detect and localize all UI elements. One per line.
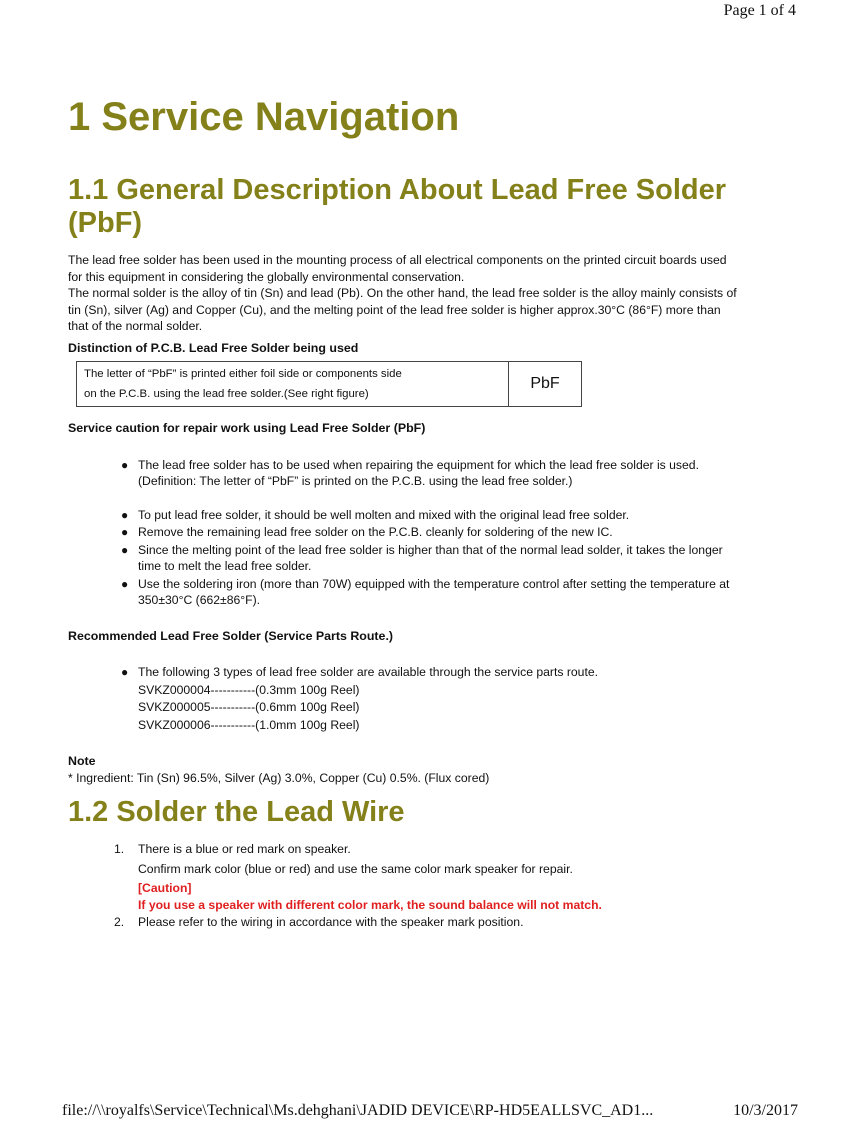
print-date: 10/3/2017 bbox=[733, 1102, 798, 1119]
caution-label: [Caution] bbox=[138, 881, 192, 895]
distinction-line: on the P.C.B. using the lead free solder.(See right figure) bbox=[84, 388, 369, 400]
intro-line: tin (Sn), silver (Ag) and Copper (Cu), and the melting point of the lead free solder is higher approx.30°C (86°F) more than bbox=[68, 302, 721, 317]
list-item-line: (Definition: The letter of “PbF” is printed on the P.C.B. using the lead free solder.) bbox=[138, 474, 573, 488]
list-item-line: 350±30°C (662±86°F). bbox=[138, 593, 261, 607]
step-line: Confirm mark color (blue or red) and use the same color mark speaker for repair. bbox=[138, 861, 573, 876]
distinction-line: The letter of “PbF” is printed either foil side or components side bbox=[84, 368, 402, 380]
intro-line: for this equipment in considering the globally environmental conservation. bbox=[68, 269, 465, 284]
bullet-icon: ● bbox=[121, 457, 129, 472]
part-number: SVKZ000006-----------(1.0mm 100g Reel) bbox=[138, 717, 360, 732]
solder-steps bbox=[68, 841, 788, 931]
list-item-line: time to melt the lead free solder. bbox=[138, 559, 312, 573]
page-title: 1 Service Navigation bbox=[68, 95, 460, 139]
note-heading: Note bbox=[68, 754, 96, 768]
step-line: There is a blue or red mark on speaker. bbox=[138, 842, 351, 856]
recommended-list bbox=[68, 664, 788, 733]
section-1-1-heading-line1: 1.1 General Description About Lead Free Solder bbox=[68, 174, 727, 206]
list-item-line: Remove the remaining lead free solder on the P.C.B. cleanly for soldering of the new IC. bbox=[138, 525, 613, 539]
bullet-icon: ● bbox=[121, 576, 129, 591]
intro-line: The lead free solder has been used in the mounting process of all electrical components on the printed circuit boards used bbox=[68, 253, 727, 267]
list-item bbox=[68, 914, 788, 931]
intro-line: that of the normal solder. bbox=[68, 319, 203, 333]
list-item bbox=[68, 507, 788, 524]
bullet-icon: ● bbox=[121, 542, 129, 557]
section-1-2-heading: 1.2 Solder the Lead Wire bbox=[68, 796, 405, 828]
distinction-heading: Distinction of P.C.B. Lead Free Solder being used bbox=[68, 340, 359, 355]
step-number: 2. bbox=[114, 915, 125, 929]
intro-line: The normal solder is the alloy of tin (Sn) and lead (Pb). On the other hand, the lead free solder is the alloy mainly consists of bbox=[68, 286, 737, 300]
list-item-line: The lead free solder has to be used when repairing the equipment for which the lead free solder is used. bbox=[138, 457, 699, 472]
distinction-table bbox=[76, 361, 582, 407]
caution-heading: Service caution for repair work using Lead Free Solder (PbF) bbox=[68, 421, 426, 435]
intro-paragraph bbox=[68, 252, 788, 335]
caution-list bbox=[68, 457, 788, 609]
bullet-icon: ● bbox=[121, 507, 129, 522]
list-item bbox=[68, 841, 788, 913]
list-item-line: The following 3 types of lead free solder are available through the service parts route. bbox=[138, 665, 599, 679]
pbf-figure: PbF bbox=[530, 375, 560, 392]
step-number: 1. bbox=[114, 842, 125, 856]
section-1-1-heading bbox=[68, 174, 788, 240]
list-item bbox=[68, 524, 788, 541]
part-number: SVKZ000004-----------(0.3mm 100g Reel) bbox=[138, 682, 360, 697]
bullet-icon: ● bbox=[121, 525, 129, 539]
recommended-heading: Recommended Lead Free Solder (Service Parts Route.) bbox=[68, 628, 394, 643]
section-1-1-heading-line2: (PbF) bbox=[68, 207, 143, 239]
part-number: SVKZ000005-----------(0.6mm 100g Reel) bbox=[138, 700, 360, 714]
list-item bbox=[68, 576, 788, 609]
browser-print-footer bbox=[62, 1102, 798, 1120]
document-body bbox=[68, 90, 788, 931]
step-line: Please refer to the wiring in accordance with the speaker mark position. bbox=[138, 915, 524, 929]
caution-text: If you use a speaker with different color mark, the sound balance will not match. bbox=[138, 897, 602, 912]
list-item bbox=[68, 664, 788, 733]
list-item-line: Since the melting point of the lead free solder is higher than that of the normal lead solder, it takes the longer bbox=[138, 542, 723, 557]
note-text: * Ingredient: Tin (Sn) 96.5%, Silver (Ag) 3.0%, Copper (Cu) 0.5%. (Flux cored) bbox=[68, 770, 490, 785]
list-item bbox=[68, 542, 788, 575]
list-item-line: To put lead free solder, it should be well molten and mixed with the original lead free solder. bbox=[138, 507, 630, 522]
distinction-description bbox=[77, 362, 509, 406]
list-item bbox=[68, 457, 788, 490]
page-number: Page 1 of 4 bbox=[723, 2, 796, 19]
list-item-line: Use the soldering iron (more than 70W) equipped with the temperature control after setting the temperature at bbox=[138, 576, 730, 591]
file-path: file://\\royalfs\Service\Technical\Ms.dehghani\JADID DEVICE\RP-HD5EALLSVC_AD1... bbox=[62, 1102, 654, 1119]
bullet-icon: ● bbox=[121, 665, 129, 679]
